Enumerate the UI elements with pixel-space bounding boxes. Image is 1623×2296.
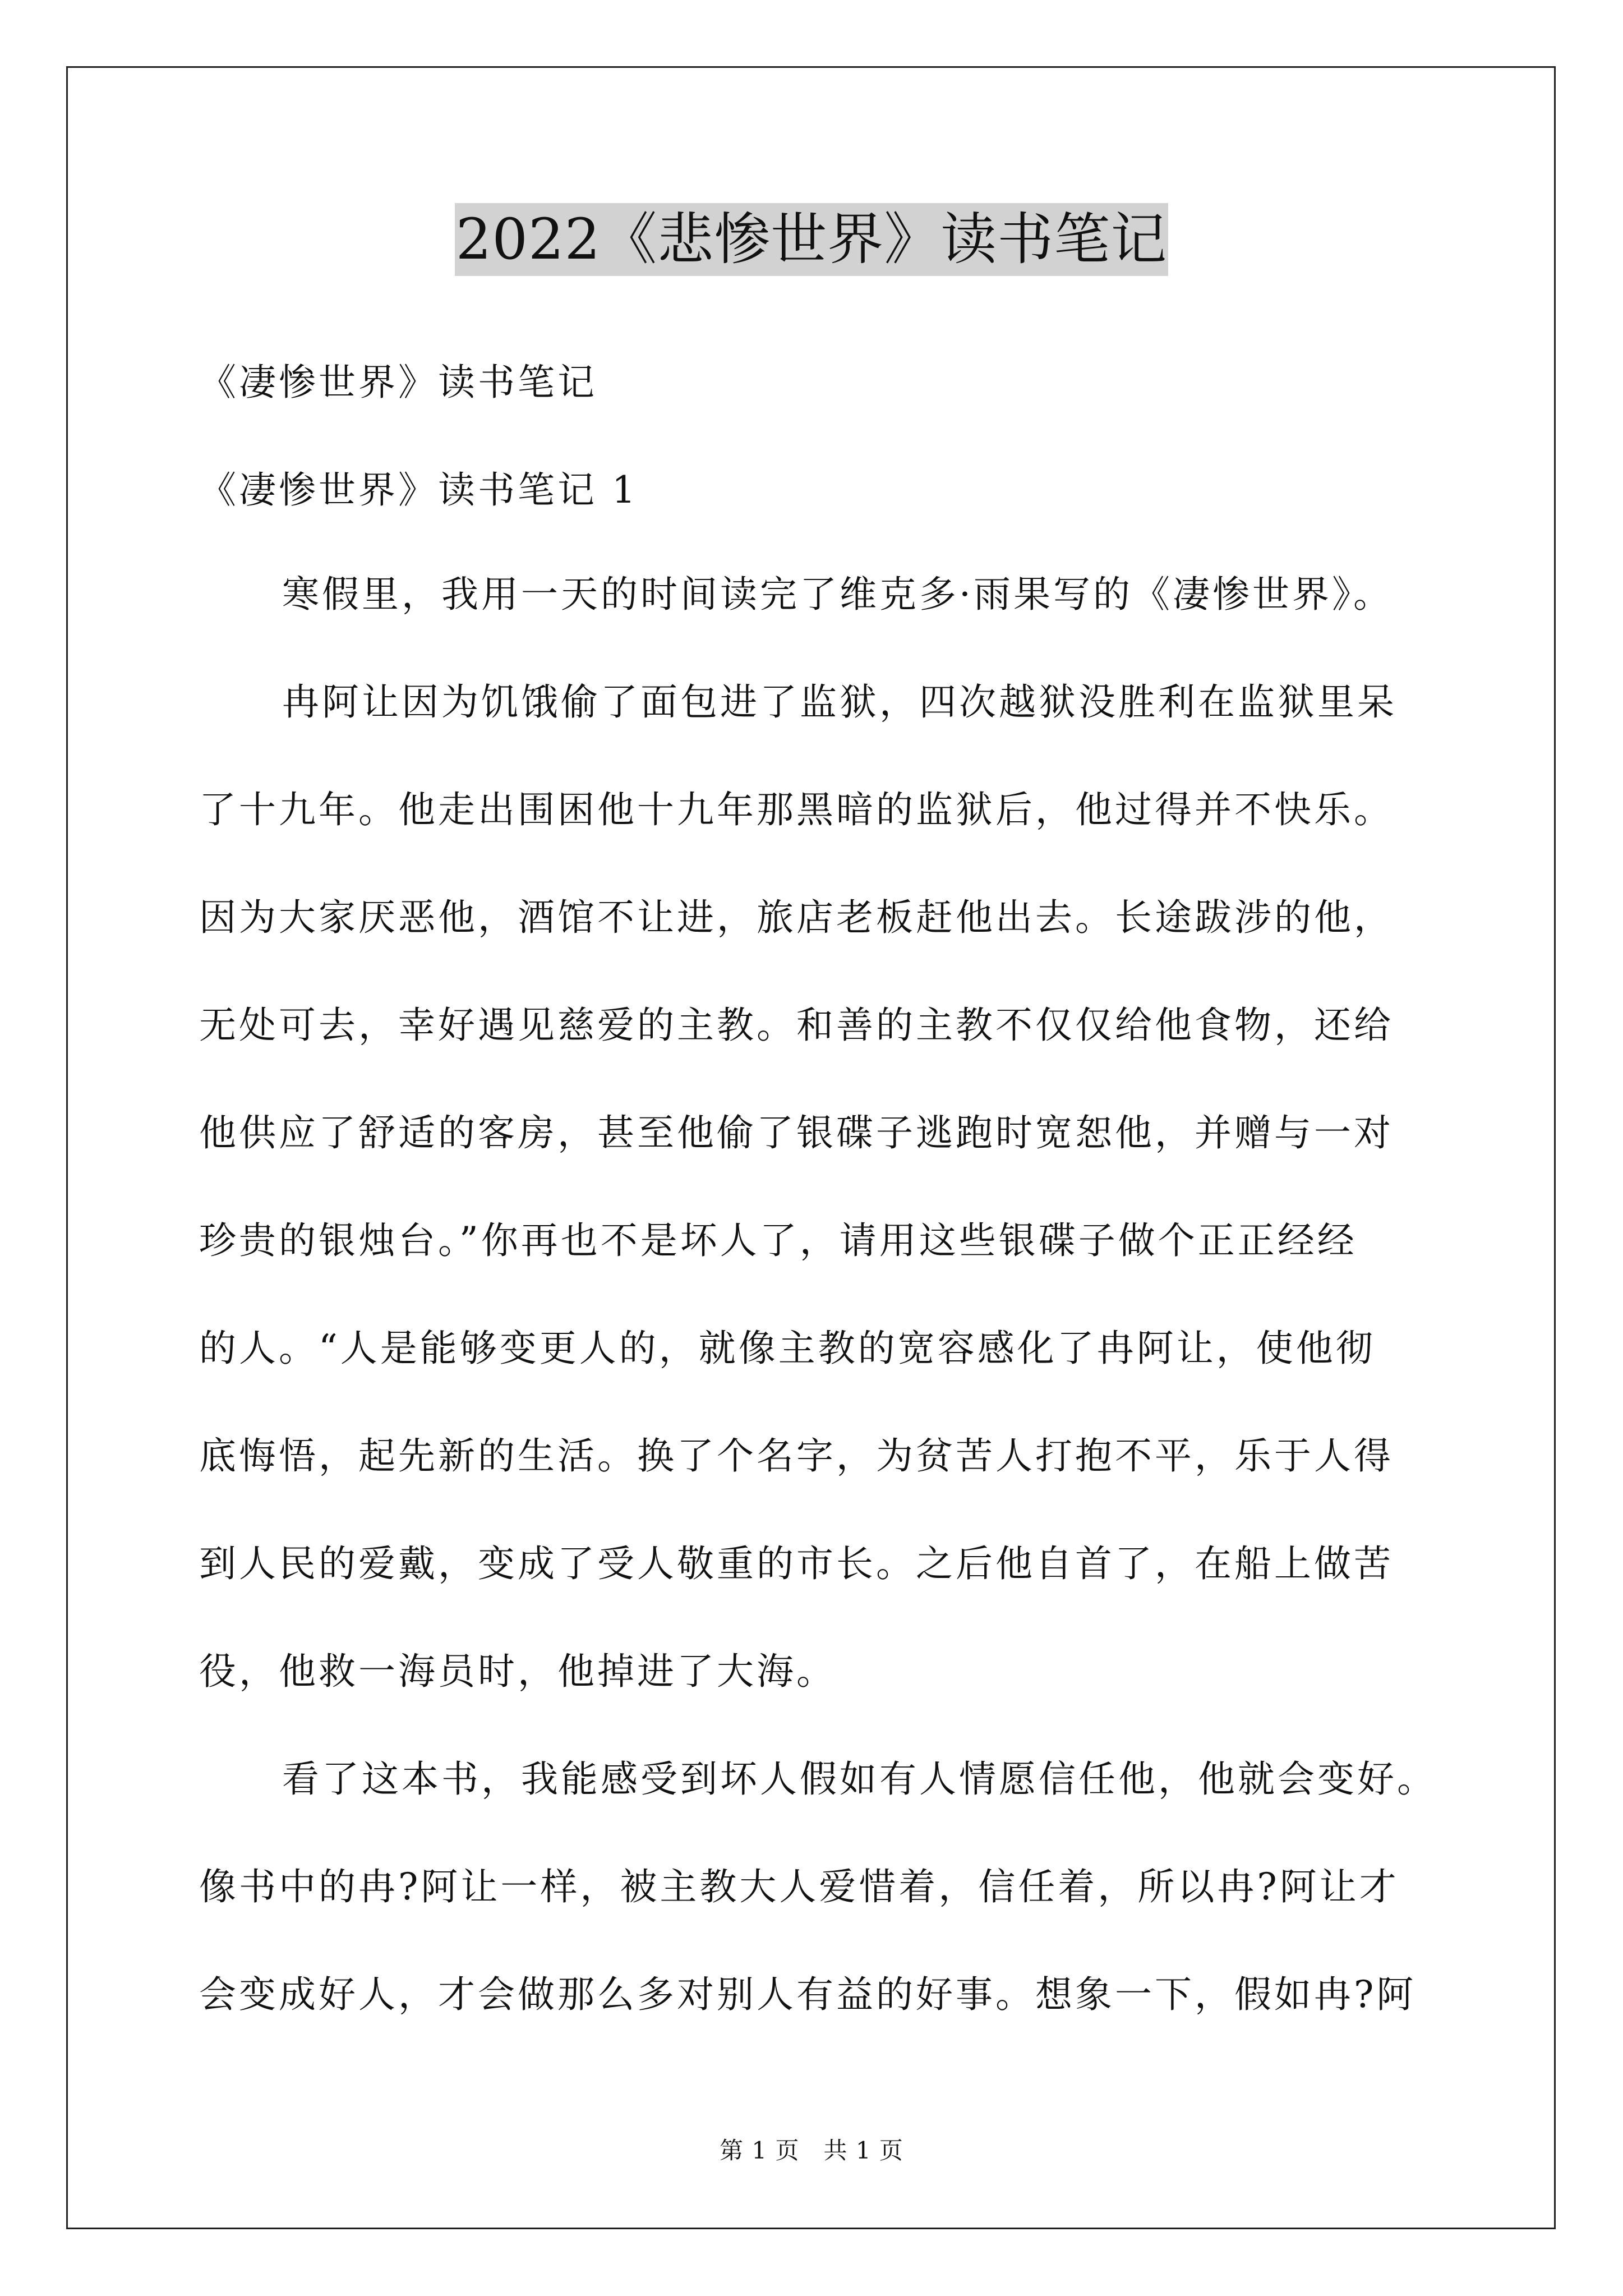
paragraph-line: 到人民的爱戴，变成了受人敬重的市长。之后他自首了，在船上做苦 — [199, 1542, 1394, 1585]
paragraph-line: 无处可去，幸好遇见慈爱的主教。和善的主教不仅仅给他食物，还给 — [199, 1004, 1394, 1047]
document-title: 2022《悲惨世界》读书笔记 — [455, 203, 1169, 276]
paragraph-line: 底悔悟，起先新的生活。换了个名字，为贫苦人打抱不平，乐于人得 — [199, 1434, 1394, 1478]
paragraph-line: 会变成好人，才会做那么多对别人有益的好事。想象一下，假如冉?阿 — [199, 1973, 1417, 2016]
paragraph-line: 像书中的冉?阿让一样，被主教大人爱惜着，信任着，所以冉?阿让才 — [199, 1865, 1399, 1908]
paragraph-line: 役，他救一海员时，他掉进了大海。 — [199, 1650, 836, 1693]
subtitle-line: 《凄惨世界》读书笔记 — [199, 361, 597, 404]
paragraph-line: 看了这本书，我能感受到坏人假如有人情愿信任他，他就会变好。 — [282, 1757, 1437, 1801]
paragraph-line: 冉阿让因为饥饿偷了面包进了监狱，四次越狱没胜利在监狱里呆 — [282, 680, 1397, 724]
section-heading: 《凄惨世界》读书笔记 1 — [199, 468, 638, 512]
page-footer: 第 1 页 共 1 页 — [720, 2137, 903, 2164]
paragraph-line: 因为大家厌恶他，酒馆不让进，旅店老板赶他出去。长途跋涉的他， — [199, 896, 1394, 939]
paragraph-line: 寒假里，我用一天的时间读完了维克多·雨果写的《凄惨世界》。 — [282, 573, 1393, 616]
title-container — [0, 203, 1623, 276]
paragraph-line: 他供应了舒适的客房，甚至他偷了银碟子逃跑时宽恕他，并赠与一对 — [199, 1111, 1394, 1154]
paragraph-line: 的人。“人是能够变更人的，就像主教的宽容感化了冉阿让，使他彻 — [199, 1327, 1376, 1370]
paragraph-line: 了十九年。他走出围困他十九年那黑暗的监狱后，他过得并不快乐。 — [199, 788, 1394, 831]
paragraph-line: 珍贵的银烛台。”你再也不是坏人了，请用这些银碟子做个正正经经 — [199, 1219, 1357, 1262]
